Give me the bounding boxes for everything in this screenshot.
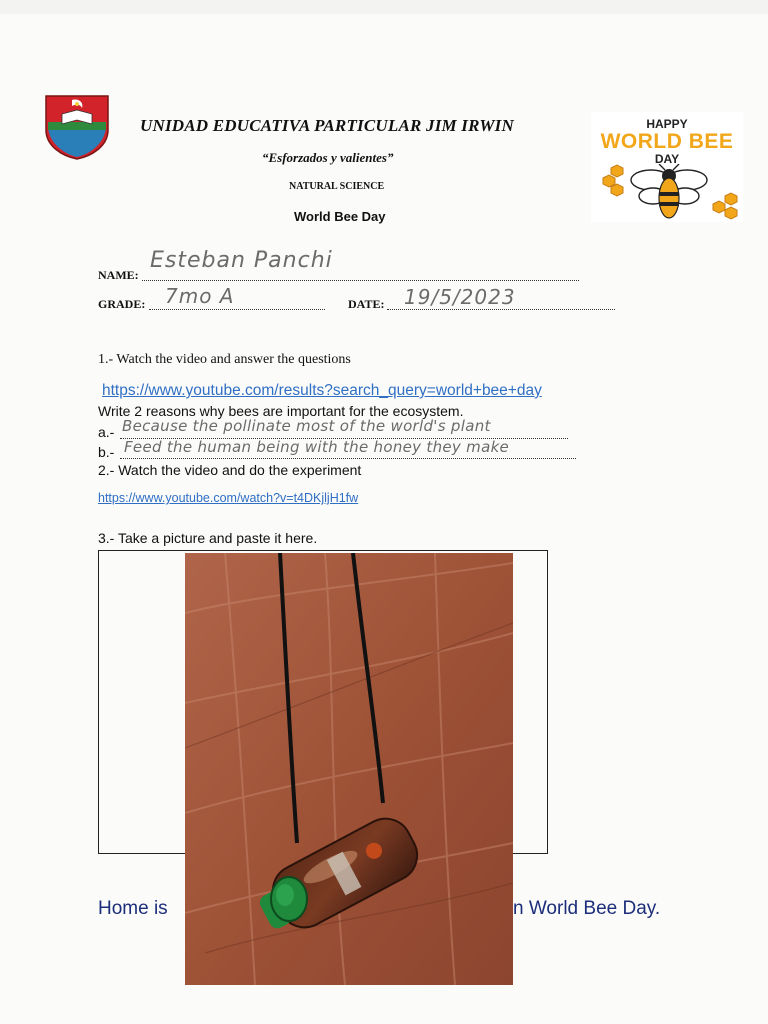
answer-b-text: Feed the human being with the honey they make <box>124 438 510 456</box>
experiment-photo <box>185 553 513 985</box>
school-name: UNIDAD EDUCATIVA PARTICULAR JIM IRWIN <box>140 116 514 135</box>
bottle-bee-house-photo <box>185 553 513 985</box>
grade-value: 7mo A <box>165 284 235 308</box>
question-2: 2.- Watch the video and do the experiment <box>98 462 362 478</box>
question-1: 1.- Watch the video and answer the questions <box>98 352 351 367</box>
answer-a-text: Because the pollinate most of the world's plant <box>122 417 491 435</box>
answer-b-label: b.- <box>98 444 115 460</box>
name-value: Esteban Panchi <box>150 248 333 273</box>
subject-title: NATURAL SCIENCE <box>289 181 385 192</box>
answer-b-line <box>120 457 576 459</box>
question-1-prompt: Write 2 reasons why bees are important for the ecosystem. <box>98 403 464 419</box>
worksheet-topic: World Bee Day <box>294 209 386 224</box>
school-crest-logo <box>42 92 112 160</box>
name-line <box>142 279 579 281</box>
footer-text-right: n World Bee Day. <box>513 898 661 919</box>
grade-line <box>149 308 325 310</box>
badge-world-bee-text: WORLD BEE <box>600 130 734 153</box>
name-label: NAME: <box>98 268 139 282</box>
school-motto: “Esforzados y valientes” <box>262 150 394 165</box>
badge-happy-text: HAPPY <box>646 117 688 131</box>
question-1-video-link[interactable]: https://www.youtube.com/results?search_query=world+bee+day <box>102 382 542 399</box>
badge-day-text: DAY <box>654 152 680 166</box>
date-value: 19/5/2023 <box>404 285 516 309</box>
question-2-video-link[interactable]: https://www.youtube.com/watch?v=t4DKjljH1fw <box>98 491 359 505</box>
footer-text-left: Home is <box>98 898 168 919</box>
question-3: 3.- Take a picture and paste it here. <box>98 530 318 546</box>
answer-a-label: a.- <box>98 424 115 440</box>
bee-illustration-icon <box>591 164 743 222</box>
world-bee-day-badge <box>591 112 743 222</box>
date-label: DATE: <box>348 297 385 311</box>
grade-label: GRADE: <box>98 297 146 311</box>
